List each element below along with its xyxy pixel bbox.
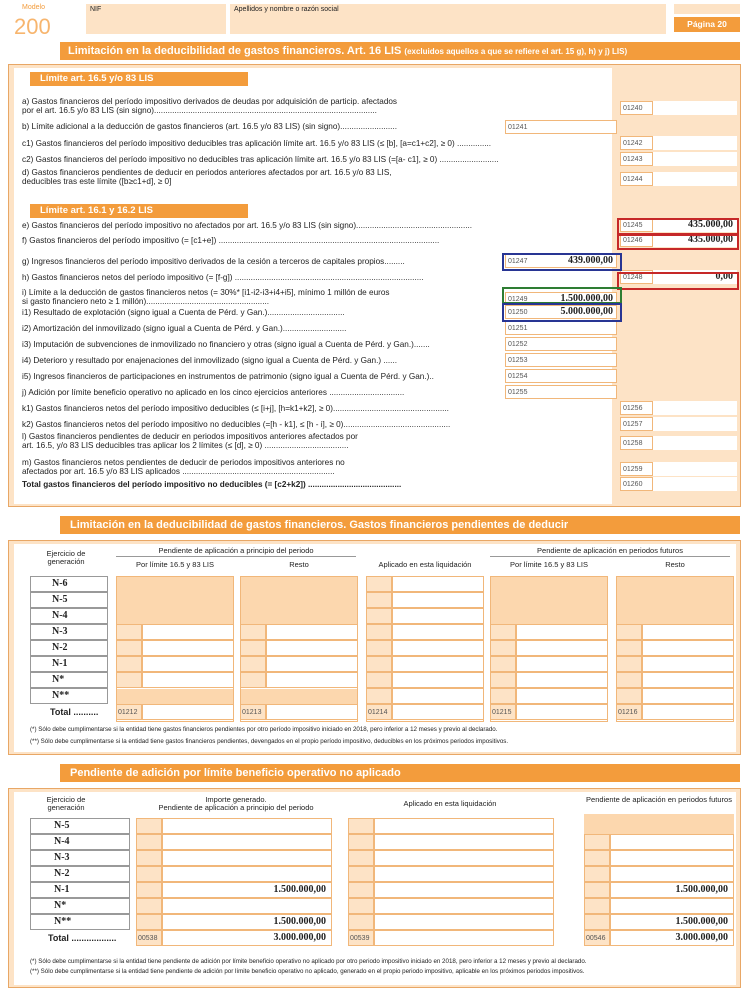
field-code: 01260 [623, 481, 643, 488]
cell-code-area [366, 576, 392, 592]
table-cell[interactable] [266, 656, 358, 672]
field-input[interactable] [652, 101, 737, 115]
table-cell[interactable] [266, 640, 358, 656]
shaded-cell [584, 814, 734, 834]
table-cell[interactable] [162, 866, 332, 882]
table-cell[interactable] [642, 672, 734, 688]
field-input[interactable] [652, 136, 737, 150]
line-label: d) Gastos financieros pendientes de deducir en periodos anteriores afectados por art. 16.5 y/o 83 LIS, [22, 168, 392, 177]
group1-header: Pendiente de aplicación a principio del periodo [116, 547, 356, 557]
table-cell[interactable] [516, 704, 608, 720]
total-value: 3.000.000,00 [273, 932, 326, 943]
field-value: 0,00 [715, 271, 733, 282]
field-value: 435.000,00 [688, 234, 733, 245]
row-label: N-2 [52, 642, 68, 653]
cell-code-area [348, 898, 374, 914]
section1-title: Limitación en la deducibilidad de gastos financieros. Art. 16 LIS [68, 45, 402, 57]
field-code: 01250 [508, 309, 528, 316]
page-header [0, 0, 745, 40]
highlight-01247 [502, 253, 622, 271]
line-label: i4) Deterioro y resultado por enajenaciones del inmovilizado (signo igual a Cuenta de Pérd. y Gan.) ...... [22, 356, 398, 365]
field-input[interactable] [652, 417, 737, 431]
table-cell[interactable] [266, 672, 358, 688]
modelo-number: 200 [14, 14, 51, 39]
line-label: j) Adición por límite beneficio operativo no aplicado en los cinco ejercicios anteriores ................................. [22, 388, 405, 397]
row-label: N-3 [52, 626, 68, 637]
table-cell[interactable] [516, 624, 608, 640]
table-cell[interactable] [374, 930, 554, 946]
line-label: f) Gastos financieros del período impositivo (= [c1+e]) ................................................................................................. [22, 236, 440, 245]
table-cell[interactable] [392, 576, 484, 592]
field-input[interactable] [652, 436, 737, 450]
table-cell[interactable] [392, 640, 484, 656]
row-label: N-4 [52, 610, 68, 621]
shaded-cell [617, 609, 733, 625]
row-label-box [30, 592, 108, 608]
cell-code-area [366, 688, 392, 704]
line-label: c1) Gastos financieros del período impositivo deducibles tras aplicación límite art. 16.5 y/o 83 LIS (≤ [b], [a=c1+c2], ≥ 0) ............... [22, 139, 492, 148]
cell-code-area [136, 882, 162, 898]
shaded-cell [241, 689, 357, 705]
section1-title-note: (excluidos aquellos a que se refiere el art. 15 g), h) y j) LIS) [404, 47, 628, 56]
line-label: k1) Gastos financieros netos del período impositivo deducibles (≤ [i+j], [h=k1+k2], ≥ 0)................................................... [22, 404, 449, 413]
field-value: 1.500.000,00 [560, 293, 613, 304]
cell-code-area [116, 640, 142, 656]
sub1-title: Límite art. 16.5 y/o 83 LIS [30, 72, 248, 86]
cell-code-area [616, 624, 642, 640]
nif-field[interactable] [86, 4, 226, 34]
table-cell[interactable] [162, 898, 332, 914]
line-label: Total gastos financieros del período impositivo no deducibles (= [c2+k2]) ......................................... [22, 480, 402, 489]
cell-code-area [348, 914, 374, 930]
line-label: m) Gastos financieros netos pendientes de deducir de periodos impositivos anteriores no [22, 458, 345, 467]
field-code: 01257 [623, 421, 643, 428]
shaded-cell [491, 609, 607, 625]
cell-code-area [136, 818, 162, 834]
col-header: Resto [665, 560, 685, 569]
table-cell[interactable] [392, 672, 484, 688]
row-label: N-1 [52, 658, 68, 669]
field-code: 01254 [508, 373, 528, 380]
cell-code-area [616, 640, 642, 656]
field-code: 01258 [623, 440, 643, 447]
line-label: h) Gastos financieros netos del período impositivo (= [f-g]) ................................................................................... [22, 273, 424, 282]
total-code: 01213 [242, 709, 262, 716]
cell-code-area [240, 624, 266, 640]
col-header: Por límite 16.5 y 83 LIS [136, 560, 214, 569]
col-header: Por límite 16.5 y 83 LIS [510, 560, 588, 569]
field-code: 01246 [623, 237, 643, 244]
cell-code-area [136, 866, 162, 882]
cell-code-area [490, 624, 516, 640]
field-input[interactable] [652, 477, 737, 491]
field-value: 439.000,00 [568, 255, 613, 266]
table-cell[interactable] [374, 898, 554, 914]
row-label-box [30, 914, 130, 930]
cell-code-area [490, 640, 516, 656]
shaded-cell [241, 609, 357, 625]
row-label-box [30, 640, 108, 656]
total-value: 3.000.000,00 [675, 932, 728, 943]
cell-code-area [348, 882, 374, 898]
highlight-01248 [617, 272, 739, 290]
table-cell[interactable] [516, 640, 608, 656]
modelo-label: Modelo [22, 4, 45, 11]
section1-title-bar [60, 42, 740, 60]
row-label: N-4 [54, 836, 70, 847]
cell-code-area [348, 834, 374, 850]
table-cell[interactable] [374, 914, 554, 930]
col-header: Resto [289, 560, 309, 569]
row-label-box [30, 672, 108, 688]
col-ejercicio: Ejercicio de generación [46, 795, 86, 812]
table-cell[interactable] [266, 624, 358, 640]
cell-code-area [490, 672, 516, 688]
row-label-box [30, 818, 130, 834]
line-label: a) Gastos financieros del período impositivo derivados de deudas por adquisición de particip. afectados [22, 97, 398, 106]
field-code: 01259 [623, 466, 643, 473]
col-importe-2: Pendiente de aplicación a principio del periodo [158, 803, 314, 812]
shaded-cell [241, 577, 357, 593]
line-label-cont: por el art. 16.5 y/o 83 LIS (sin signo).................................................................................................. [22, 106, 377, 115]
cell-code-area [490, 656, 516, 672]
line-label: c2) Gastos financieros del período impositivo no deducibles tras aplicación límite art. 16.5 y/o 83 LIS (=[a- c1], ≥ 0) .......................... [22, 155, 499, 164]
table-cell[interactable] [142, 656, 234, 672]
cell-code-area [616, 656, 642, 672]
cell-value: 1.500.000,00 [273, 884, 326, 895]
group2-header: Pendiente de aplicación en periodos futuros [490, 547, 730, 557]
section2-title: Limitación en la deducibilidad de gastos financieros. Gastos financieros pendientes de deducir [60, 516, 740, 534]
cell-code-area [490, 688, 516, 704]
line-label: i3) Imputación de subvenciones de inmovilizado no financiero y otras (signo igual a Cuenta de Pérd. y Gan.)....... [22, 340, 430, 349]
field-code: 01256 [623, 405, 643, 412]
cell-code-area [584, 914, 610, 930]
cell-code-area [348, 850, 374, 866]
row-label: N-1 [54, 884, 70, 895]
name-label: Apellidos y nombre o razón social [234, 6, 339, 13]
field-code: 01248 [623, 274, 643, 281]
row-label: N** [52, 690, 70, 701]
highlight-01246 [617, 233, 739, 250]
nif-label: NIF [90, 6, 102, 13]
total-code: 01216 [618, 709, 638, 716]
cell-code-area [366, 624, 392, 640]
row-label-box [30, 624, 108, 640]
cell-code-area [366, 608, 392, 624]
shaded-cell [241, 593, 357, 609]
shaded-cell [117, 689, 233, 705]
table-cell[interactable] [374, 818, 554, 834]
field-code: 01253 [508, 357, 528, 364]
total-label: Total .................. [48, 933, 117, 943]
footnote-1: (*) Sólo debe cumplimentarse si la entidad tiene pendiente de adición por límite beneficio operativo no aplicado por otro periodo impositivo iniciado en 2018, pero inferior a 12 meses y previo al declarado. [30, 958, 587, 965]
cell-code-area [116, 656, 142, 672]
shaded-cell [117, 593, 233, 609]
col-importe: Importe generado. [205, 795, 267, 804]
col-ejercicio: Ejercicio de generación [46, 549, 86, 566]
field-code: 01245 [623, 222, 643, 229]
footnote-2: (**) Sólo debe cumplimentarse si la entidad tiene pendiente de adición por límite beneficio operativo no aplicado, generado en el propio periodo impositivo, aplicable en los próximos periodos impositivos. [30, 968, 585, 975]
cell-code-area [366, 656, 392, 672]
table-cell[interactable] [516, 656, 608, 672]
field-input[interactable] [652, 172, 737, 186]
cell-code-area [240, 672, 266, 688]
field-code: 01242 [623, 140, 643, 147]
table-cell[interactable] [392, 688, 484, 704]
table-cell[interactable] [392, 704, 484, 720]
table-cell[interactable] [162, 850, 332, 866]
table-cell[interactable] [374, 834, 554, 850]
shaded-cell [617, 593, 733, 609]
highlight-01249 [502, 287, 622, 304]
table-cell[interactable] [162, 818, 332, 834]
row-label-box [30, 608, 108, 624]
table-cell[interactable] [142, 672, 234, 688]
table-cell[interactable] [642, 640, 734, 656]
field-code: 01255 [508, 389, 528, 396]
row-label: N-2 [54, 868, 70, 879]
line-label: i1) Resultado de explotación (signo igual a Cuenta de Pérd. y Gan.).................................. [22, 308, 345, 317]
table-cell[interactable] [142, 704, 234, 720]
cell-code-area [116, 624, 142, 640]
row-label-box [30, 850, 130, 866]
shaded-cell [491, 593, 607, 609]
total-code: 00539 [350, 935, 370, 942]
table-cell[interactable] [392, 624, 484, 640]
table-cell[interactable] [642, 704, 734, 720]
total-code: 01212 [118, 709, 138, 716]
row-label-box [30, 866, 130, 882]
table-cell[interactable] [610, 834, 734, 850]
cell-value: 1.500.000,00 [273, 916, 326, 927]
line-label-cont: si gasto financiero neto ≥ 1 millón)...................................................... [22, 297, 270, 306]
col-pendiente: Pendiente de aplicación en periodos futuros [586, 795, 732, 804]
row-label: N** [54, 916, 72, 927]
total-label: Total .......... [50, 707, 99, 717]
field-value: 5.000.000,00 [560, 306, 613, 317]
row-label: N-5 [54, 820, 70, 831]
cell-code-area [116, 672, 142, 688]
line-label-cont: afectados por art. 16.5 y/o 83 LIS aplicados ................................................................... [22, 467, 335, 476]
table-cell[interactable] [642, 624, 734, 640]
cell-code-area [584, 850, 610, 866]
total-code: 01215 [492, 709, 512, 716]
table-cell[interactable] [392, 608, 484, 624]
cell-code-area [616, 688, 642, 704]
cell-code-area [366, 640, 392, 656]
row-label: N-6 [52, 578, 68, 589]
table-cell[interactable] [610, 898, 734, 914]
table-cell[interactable] [374, 850, 554, 866]
field-code: 01244 [623, 176, 643, 183]
section3-title: Pendiente de adición por límite beneficio operativo no aplicado [60, 764, 740, 782]
row-label: N-5 [52, 594, 68, 605]
table-cell[interactable] [392, 656, 484, 672]
page-tab-top [674, 4, 740, 14]
line-label: i) Límite a la deducción de gastos financieros netos (= 30%* [i1-i2-i3+i4+i5], mínimo 1 millón de euros [22, 288, 390, 297]
shaded-cell [117, 577, 233, 593]
table-cell[interactable] [374, 866, 554, 882]
line-label: l) Gastos financieros pendientes de deducir en periodos impositivos anteriores afectados por [22, 432, 358, 441]
cell-code-area [366, 672, 392, 688]
line-label: g) Ingresos financieros del período impositivo derivados de la cesión a terceros de capitales propios......... [22, 257, 405, 266]
line-label: e) Gastos financieros del período impositivo no afectados por art. 16.5 y/o 83 LIS (sin signo)................................................... [22, 221, 473, 230]
cell-code-area [240, 640, 266, 656]
field-code: 01249 [508, 296, 528, 303]
table-cell[interactable] [516, 672, 608, 688]
cell-code-area [584, 834, 610, 850]
field-value: 435.000,00 [688, 219, 733, 230]
cell-code-area [136, 834, 162, 850]
field-code: 01241 [508, 124, 528, 131]
table-cell[interactable] [610, 866, 734, 882]
line-label: b) Límite adicional a la deducción de gastos financieros (art. 16.5 y/o 83 LIS) (sin signo)......................... [22, 122, 397, 131]
field-code: 01251 [508, 325, 528, 332]
total-code: 00546 [586, 935, 606, 942]
shaded-cell [117, 609, 233, 625]
cell-code-area [240, 656, 266, 672]
highlight-01250 [502, 303, 622, 322]
row-label-box [30, 882, 130, 898]
field-code: 01240 [623, 105, 643, 112]
line-label-cont: art. 16.5, y/o 83 LIS deducibles tras aplicar los 2 límites (≤ [d], ≥ 0) ..................................... [22, 441, 349, 450]
row-label-box [30, 898, 130, 914]
cell-code-area [348, 866, 374, 882]
shaded-cell [491, 577, 607, 593]
row-label: N-3 [54, 852, 70, 863]
line-label: k2) Gastos financieros netos del período impositivo no deducibles (=[h - k1], ≤ [h - i], ≥ 0)............................................... [22, 420, 451, 429]
field-input[interactable] [652, 152, 737, 166]
table-cell[interactable] [610, 850, 734, 866]
col-aplicado: Aplicado en esta liquidación [403, 799, 497, 808]
table-cell[interactable] [374, 882, 554, 898]
table-cell[interactable] [142, 624, 234, 640]
cell-code-area [584, 866, 610, 882]
field-code: 01252 [508, 341, 528, 348]
table-cell[interactable] [516, 688, 608, 704]
table-cell[interactable] [142, 640, 234, 656]
page-number: Página 20 [674, 17, 740, 32]
footnote-1: (*) Sólo debe cumplimentarse si la entidad tiene gastos financieros pendientes por otro período impositivo iniciado en 2018, pero inferior a 12 meses y previo al declarado. [30, 726, 498, 733]
field-input[interactable] [652, 462, 737, 476]
footnote-2: (**) Sólo debe cumplimentarse si la entidad tiene gastos financieros pendientes, devengados en el propio período impositivo, deducibles en los próximos periodos impositivos. [30, 738, 509, 745]
sub2-title: Límite art. 16.1 y 16.2 LIS [30, 204, 248, 218]
cell-code-area [348, 818, 374, 834]
table-cell[interactable] [392, 592, 484, 608]
row-label-box [30, 834, 130, 850]
cell-code-area [366, 592, 392, 608]
line-label: i2) Amortización del inmovilizado (signo igual a Cuenta de Pérd. y Gan.)............................ [22, 324, 347, 333]
field-input[interactable] [652, 401, 737, 415]
field-code: 01247 [508, 258, 528, 265]
cell-code-area [584, 882, 610, 898]
total-code: 00538 [138, 935, 158, 942]
field-code: 01243 [623, 156, 643, 163]
cell-code-area [136, 898, 162, 914]
table-cell[interactable] [162, 834, 332, 850]
cell-code-area [136, 914, 162, 930]
cell-code-area [616, 672, 642, 688]
col-header: Aplicado en esta liquidación [378, 560, 472, 569]
line-label-cont: deducibles tras este límite ([b≥c1+d], ≥ 0] [22, 177, 172, 186]
table-cell[interactable] [266, 704, 358, 720]
row-label-box [30, 656, 108, 672]
table-cell[interactable] [642, 688, 734, 704]
cell-value: 1.500.000,00 [675, 884, 728, 895]
cell-code-area [584, 898, 610, 914]
cell-value: 1.500.000,00 [675, 916, 728, 927]
cell-code-area [136, 850, 162, 866]
row-label: N* [54, 900, 67, 911]
table-cell[interactable] [642, 656, 734, 672]
total-code: 01214 [368, 709, 388, 716]
shaded-cell [617, 577, 733, 593]
row-label: N* [52, 674, 65, 685]
row-label-box [30, 576, 108, 592]
line-label: i5) Ingresos financieros de participaciones en instrumentos de patrimonio (signo igual a Cuenta de Pérd. y Gan.).. [22, 372, 434, 381]
